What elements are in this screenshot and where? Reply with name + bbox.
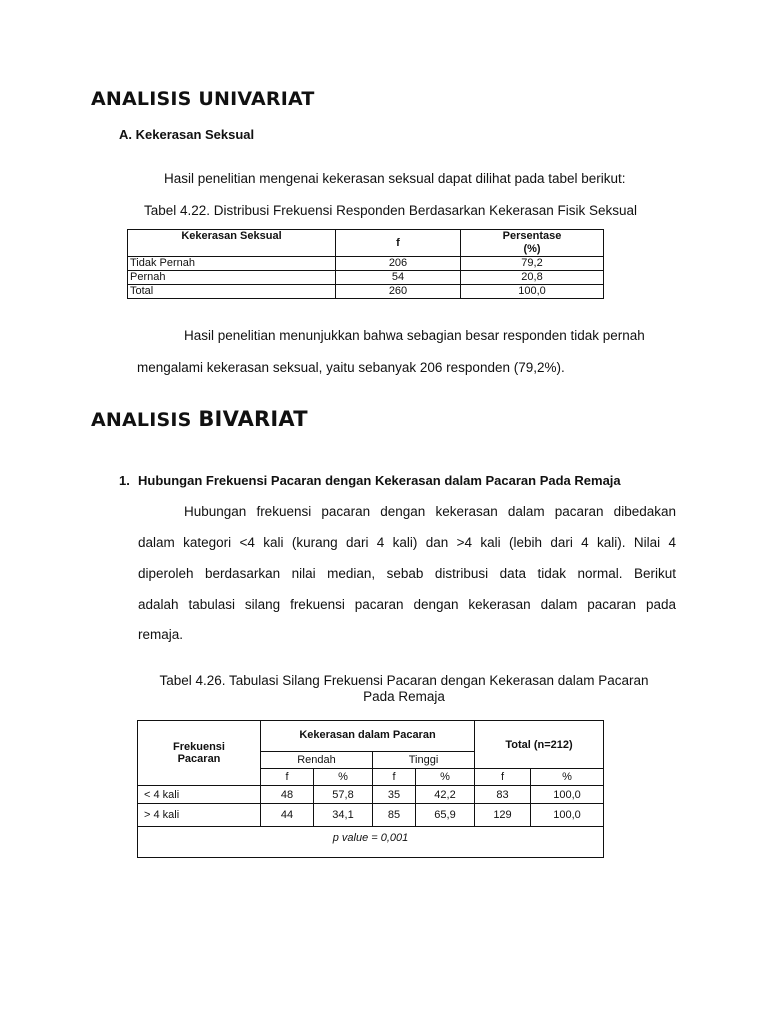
subheader-pct: % bbox=[416, 769, 475, 786]
subheader-f: f bbox=[475, 769, 531, 786]
table-row bbox=[138, 804, 604, 827]
col-header-persentase bbox=[461, 230, 604, 257]
col-header-persentase-label: Persentase bbox=[502, 230, 562, 242]
subheader-f: f bbox=[373, 769, 416, 786]
cell-total-f: 129 bbox=[475, 804, 531, 827]
col-header-f: f bbox=[336, 230, 461, 257]
paragraph-line: diperoleh berdasarkan nilai median, sebab distribusi data tidak normal. Berikut bbox=[138, 566, 676, 581]
cell-kategori: Pernah bbox=[128, 271, 336, 285]
result-text-line2: mengalami kekerasan seksual, yaitu sebanyak 206 responden (79,2%). bbox=[137, 360, 565, 375]
section-heading-bivariat bbox=[91, 407, 308, 431]
table-row bbox=[128, 271, 604, 285]
cell-tinggi-f: 85 bbox=[373, 804, 416, 827]
col-header-persentase-unit: (%) bbox=[523, 243, 541, 255]
cell-persen: 20,8 bbox=[461, 271, 604, 285]
cell-tinggi-pct: 42,2 bbox=[416, 786, 475, 804]
cell-kategori: Tidak Pernah bbox=[128, 257, 336, 271]
paragraph-line: Hubungan frekuensi pacaran dengan kekerasan dalam pacaran dibedakan bbox=[184, 504, 676, 519]
cell-persen: 79,2 bbox=[461, 257, 604, 271]
cell-kategori: > 4 kali bbox=[138, 804, 261, 827]
table-row bbox=[128, 285, 604, 299]
cell-f: 206 bbox=[336, 257, 461, 271]
heading-bivariat-part1: ANALISIS bbox=[91, 409, 199, 431]
subheader-tinggi: Tinggi bbox=[373, 752, 475, 769]
cell-persen: 100,0 bbox=[461, 285, 604, 299]
paragraph-line: remaja. bbox=[138, 627, 184, 642]
cell-rendah-pct: 57,8 bbox=[314, 786, 373, 804]
paragraph-line: dalam kategori <4 kali (kurang dari 4 kali) dan >4 kali (lebih dari 4 kali). Nilai 4 bbox=[138, 535, 676, 550]
subheader-pct: % bbox=[314, 769, 373, 786]
subheader-f: f bbox=[261, 769, 314, 786]
col-header-kekerasan-pacaran: Kekerasan dalam Pacaran bbox=[261, 721, 475, 752]
header-pacaran: Pacaran bbox=[177, 753, 221, 765]
paragraph-line: adalah tabulasi silang frekuensi pacaran dengan kekerasan dalam pacaran pada bbox=[138, 597, 676, 612]
heading-bivariat-part2: BIVARIAT bbox=[198, 407, 308, 431]
table-caption-4-22: Tabel 4.22. Distribusi Frekuensi Responden Berdasarkan Kekerasan Fisik Seksual bbox=[144, 203, 638, 218]
cell-total-f: 83 bbox=[475, 786, 531, 804]
table-row bbox=[138, 786, 604, 804]
section-heading-univariat: ANALISIS UNIVARIAT bbox=[91, 88, 315, 110]
cell-tinggi-f: 35 bbox=[373, 786, 416, 804]
cell-kategori: Total bbox=[128, 285, 336, 299]
cell-tinggi-pct: 65,9 bbox=[416, 804, 475, 827]
intro-text: Hasil penelitian mengenai kekerasan seksual dapat dilihat pada tabel berikut: bbox=[164, 171, 626, 186]
item-1-number: 1. bbox=[119, 473, 130, 488]
subheader-pct: % bbox=[531, 769, 604, 786]
cell-total-pct: 100,0 bbox=[531, 804, 604, 827]
p-value: p value = 0,001 bbox=[138, 827, 604, 858]
table-distribusi-frekuensi bbox=[127, 229, 604, 299]
cell-f: 54 bbox=[336, 271, 461, 285]
table-caption-4-26-line1: Tabel 4.26. Tabulasi Silang Frekuensi Pacaran dengan Kekerasan dalam Pacaran bbox=[159, 673, 649, 688]
header-frekuensi: Frekuensi bbox=[173, 741, 225, 753]
col-header-total: Total (n=212) bbox=[475, 721, 604, 769]
cell-kategori: < 4 kali bbox=[138, 786, 261, 804]
subheader-rendah: Rendah bbox=[261, 752, 373, 769]
item-1-title: Hubungan Frekuensi Pacaran dengan Kekerasan dalam Pacaran Pada Remaja bbox=[138, 473, 621, 488]
cell-total-pct: 100,0 bbox=[531, 786, 604, 804]
cell-rendah-f: 48 bbox=[261, 786, 314, 804]
cell-f: 260 bbox=[336, 285, 461, 299]
table-row bbox=[128, 257, 604, 271]
col-header-kekerasan: Kekerasan Seksual bbox=[128, 230, 336, 257]
result-text-line1: Hasil penelitian menunjukkan bahwa sebagian besar responden tidak pernah bbox=[184, 328, 645, 343]
table-tabulasi-silang bbox=[137, 720, 604, 858]
subheading-kekerasan-seksual: A. Kekerasan Seksual bbox=[119, 127, 255, 142]
col-header-frekuensi-pacaran bbox=[138, 721, 261, 786]
cell-rendah-f: 44 bbox=[261, 804, 314, 827]
cell-rendah-pct: 34,1 bbox=[314, 804, 373, 827]
table-caption-4-26-line2: Pada Remaja bbox=[363, 689, 445, 704]
